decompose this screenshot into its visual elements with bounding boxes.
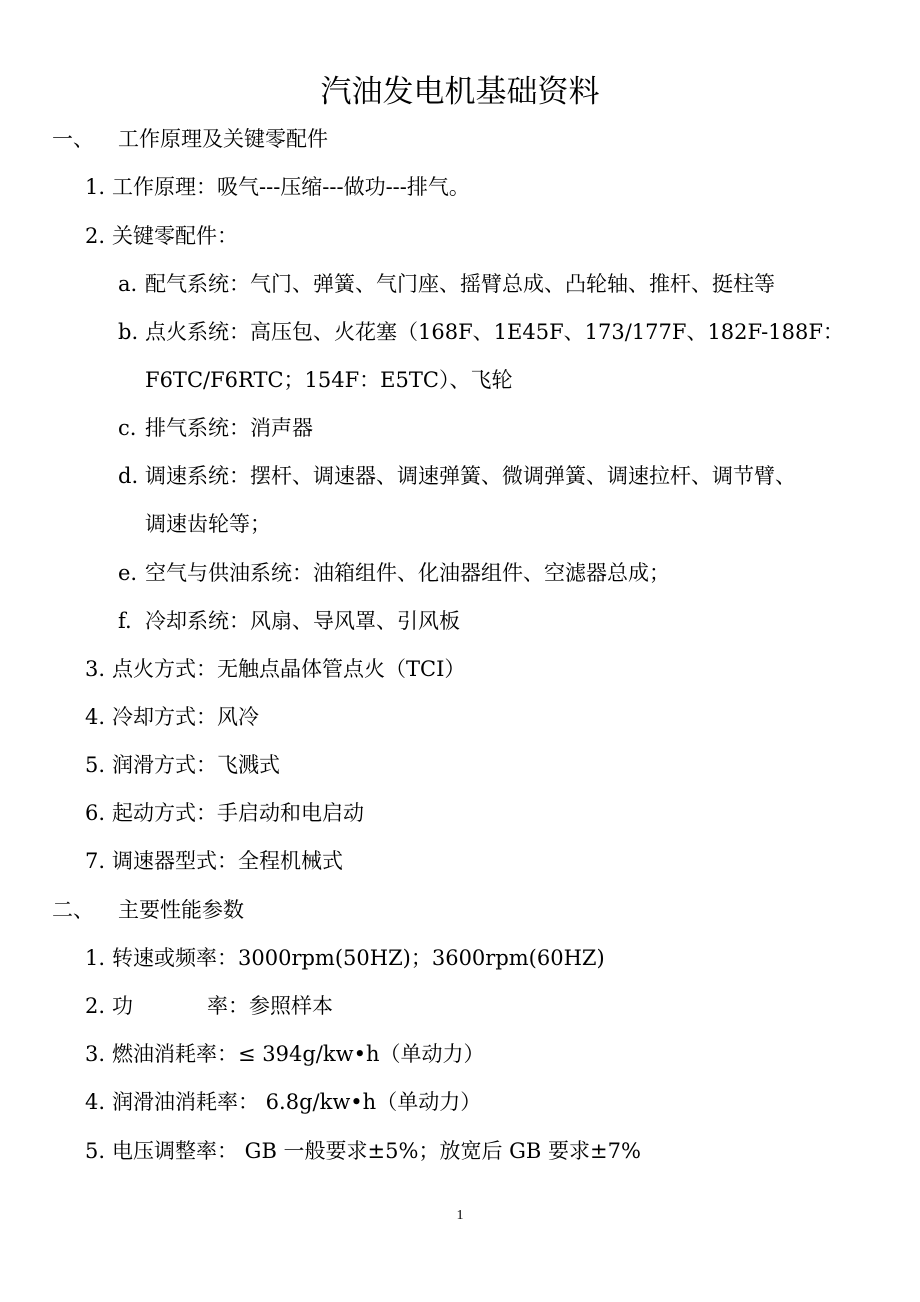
item-text: 起动方式：手启动和电启动 <box>112 801 364 825</box>
sub-item <box>118 461 796 491</box>
sub-text: 排气系统：消声器 <box>145 416 313 440</box>
item-text: 调速器型式：全程机械式 <box>112 849 343 873</box>
sub-letter: f. <box>118 609 132 633</box>
sub-text: 空气与供油系统：油箱组件、化油器组件、空滤器总成； <box>145 561 670 585</box>
sub-item <box>118 413 313 443</box>
list-item <box>85 943 605 973</box>
item-text: 润滑油消耗率： 6.8g/kw•h（单动力） <box>112 1090 482 1114</box>
sub-text: 调速系统：摆杆、调速器、调速弹簧、微调弹簧、调速拉杆、调节臂、 <box>145 464 796 488</box>
sub-item <box>118 269 775 299</box>
item-number: 3. <box>85 657 106 681</box>
section-title: 主要性能参数 <box>118 898 244 922</box>
item-text: 关键零配件： <box>112 224 238 248</box>
page-number: 1 <box>456 1208 464 1223</box>
sub-item-continuation: 调速齿轮等； <box>145 512 271 536</box>
sub-text: 点火系统：高压包、火花塞（168F、1E45F、173/177F、182F-188F： <box>145 320 844 344</box>
sub-text: 配气系统：气门、弹簧、气门座、摇臂总成、凸轮轴、推杆、挺柱等 <box>145 272 775 296</box>
list-item <box>85 798 364 828</box>
item-number: 1. <box>85 946 106 970</box>
section-1-heading <box>52 124 328 154</box>
item-text: 工作原理：吸气---压缩---做功---排气。 <box>112 175 470 199</box>
item-number: 7. <box>85 849 106 873</box>
list-item <box>85 172 470 202</box>
item-number: 3. <box>85 1042 106 1066</box>
item-text: 润滑方式：飞溅式 <box>112 753 280 777</box>
item-label-first-char: 功 <box>112 994 133 1018</box>
document-title: 汽油发电机基础资料 <box>320 74 600 110</box>
item-text: 电压调整率： GB 一般要求±5%；放宽后 GB 要求±7% <box>112 1139 641 1163</box>
item-label-rest: 率：参照样本 <box>207 994 333 1018</box>
sub-letter: b. <box>118 320 139 344</box>
item-text: 转速或频率：3000rpm(50HZ)；3600rpm(60HZ) <box>112 946 605 970</box>
sub-item <box>118 606 460 636</box>
sub-item-continuation: F6TC/F6RTC；154F：E5TC）、飞轮 <box>145 368 513 392</box>
item-number: 4. <box>85 705 106 729</box>
list-item <box>85 846 343 876</box>
item-number: 1. <box>85 175 106 199</box>
section-number: 二、 <box>52 898 94 922</box>
item-number: 4. <box>85 1090 106 1114</box>
item-number: 5. <box>85 753 106 777</box>
sub-letter: c. <box>118 416 137 440</box>
list-item <box>85 221 238 251</box>
sub-text: 冷却系统：风扇、导风罩、引风板 <box>145 609 460 633</box>
item-text: 燃油消耗率：≤ 394g/kw•h（单动力） <box>112 1042 485 1066</box>
item-text: 冷却方式：风冷 <box>112 705 259 729</box>
sub-letter: a. <box>118 272 138 296</box>
list-item <box>85 1039 484 1069</box>
item-number: 2. <box>85 224 106 248</box>
sub-item <box>118 558 670 588</box>
item-number: 6. <box>85 801 106 825</box>
item-text: 点火方式：无触点晶体管点火（TCI） <box>112 657 466 681</box>
item-number: 5. <box>85 1139 106 1163</box>
section-2-heading <box>52 895 244 925</box>
item-number: 2. <box>85 994 106 1018</box>
list-item <box>85 1087 481 1117</box>
list-item <box>85 1136 641 1166</box>
sub-letter: d. <box>118 464 139 488</box>
list-item <box>85 702 259 732</box>
section-number: 一、 <box>52 127 94 151</box>
list-item <box>85 991 333 1021</box>
sub-letter: e. <box>118 561 138 585</box>
list-item <box>85 654 465 684</box>
section-title: 工作原理及关键零配件 <box>118 127 328 151</box>
list-item <box>85 750 280 780</box>
sub-item <box>118 317 844 347</box>
